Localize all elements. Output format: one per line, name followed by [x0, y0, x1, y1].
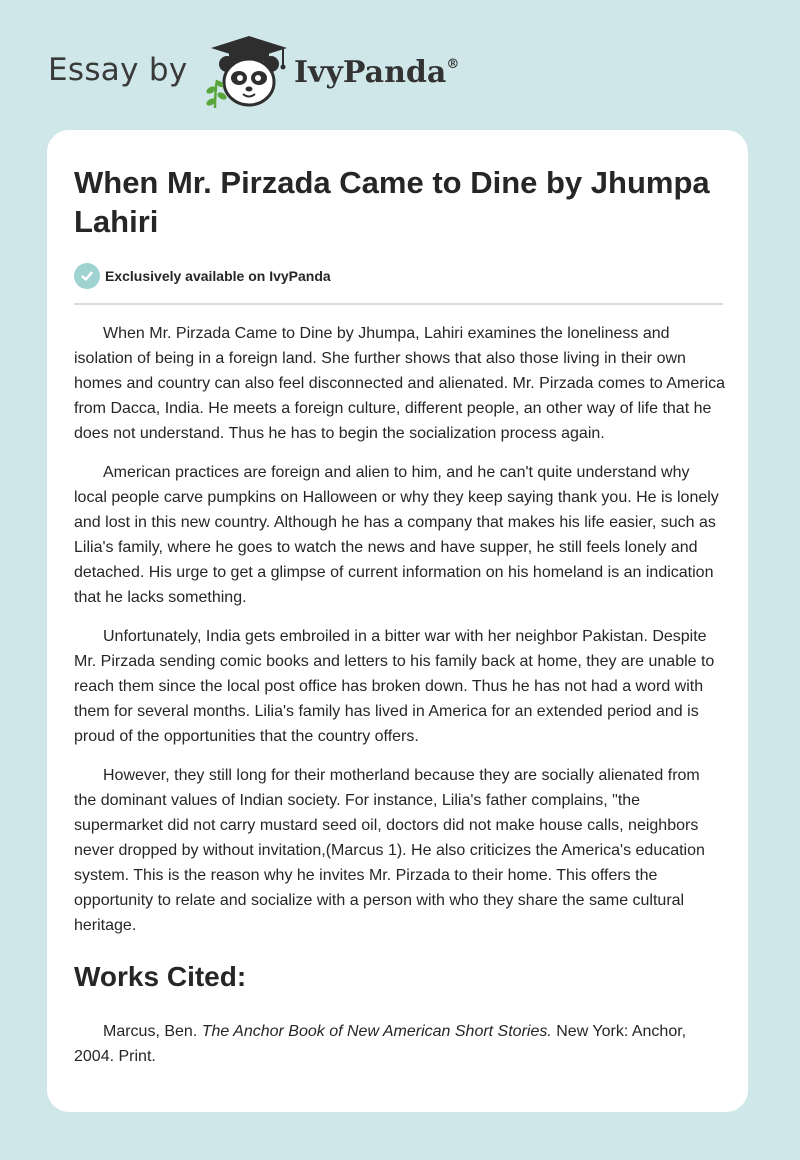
exclusive-badge — [74, 263, 331, 289]
citation-publication: New York: Anchor, 2004. Print. — [74, 1023, 687, 1065]
citation-author: Marcus, Ben. — [103, 1023, 198, 1040]
panda-graduate-icon[interactable] — [203, 34, 295, 110]
paragraph: When Mr. Pirzada Came to Dine by Jhumpa, Lahiri examines the loneliness and isolation of being in a foreign land. She further shows that also those living in their own homes and country can also feel disconnected and alienated. Mr. Pirzada comes to America from Dacca, India. He meets a foreign culture, different people, an other way of life that he does not understand. Thus he has to begin the socialization process again. — [74, 325, 726, 442]
citation-book-title: The Anchor Book of New American Short Stories. — [201, 1023, 552, 1040]
citation-entry — [74, 1019, 726, 1069]
check-circle-icon — [74, 263, 100, 289]
essay-by-label: Essay by — [48, 52, 188, 88]
site-header — [0, 0, 800, 130]
essay-body — [74, 321, 726, 952]
badge-label: Exclusively available on IvyPanda — [105, 268, 331, 284]
brand-text: IvyPanda — [294, 55, 447, 90]
essay-card — [47, 130, 748, 1112]
paragraph: American practices are foreign and alien to him, and he can't quite understand why local people carve pumpkins on Halloween or why they keep saying thank you. He is lonely and lost in this new country. Although he has a company that makes his life easier, such as Lilia's family, where he goes to watch the news and have supper, he still feels lonely and detached. His urge to get a glimpse of current information on his homeland is an indication that he lacks something. — [74, 464, 719, 606]
works-cited-heading: Works Cited: — [74, 961, 247, 992]
essay-title: When Mr. Pirzada Came to Dine by Jhumpa Lahiri — [74, 165, 710, 239]
registered-mark: ® — [446, 57, 460, 72]
brand-name[interactable] — [294, 55, 459, 90]
divider — [74, 303, 723, 305]
paragraph: Unfortunately, India gets embroiled in a bitter war with her neighbor Pakistan. Despite Mr. Pirzada sending comic books and letters to his family back at home, they are unable to reach them since the local post office has broken down. Thus he has not had a word with them for several months. Lilia's family has lived in America for an extended period and is proud of the opportunities that the country offers. — [74, 628, 715, 745]
paragraph: However, they still long for their motherland because they are socially alienated from the dominant values of Indian society. For instance, Lilia's father complains, "the supermarket did not carry mustard seed oil, doctors did not make house calls, neighbors never dropped by without invitation,(Marcus 1). He also criticizes the America's education system. This is the reason why he invites Mr. Pirzada to their home. This offers the opportunity to relate and socialize with a person with who they share the same cultural heritage. — [74, 767, 705, 934]
